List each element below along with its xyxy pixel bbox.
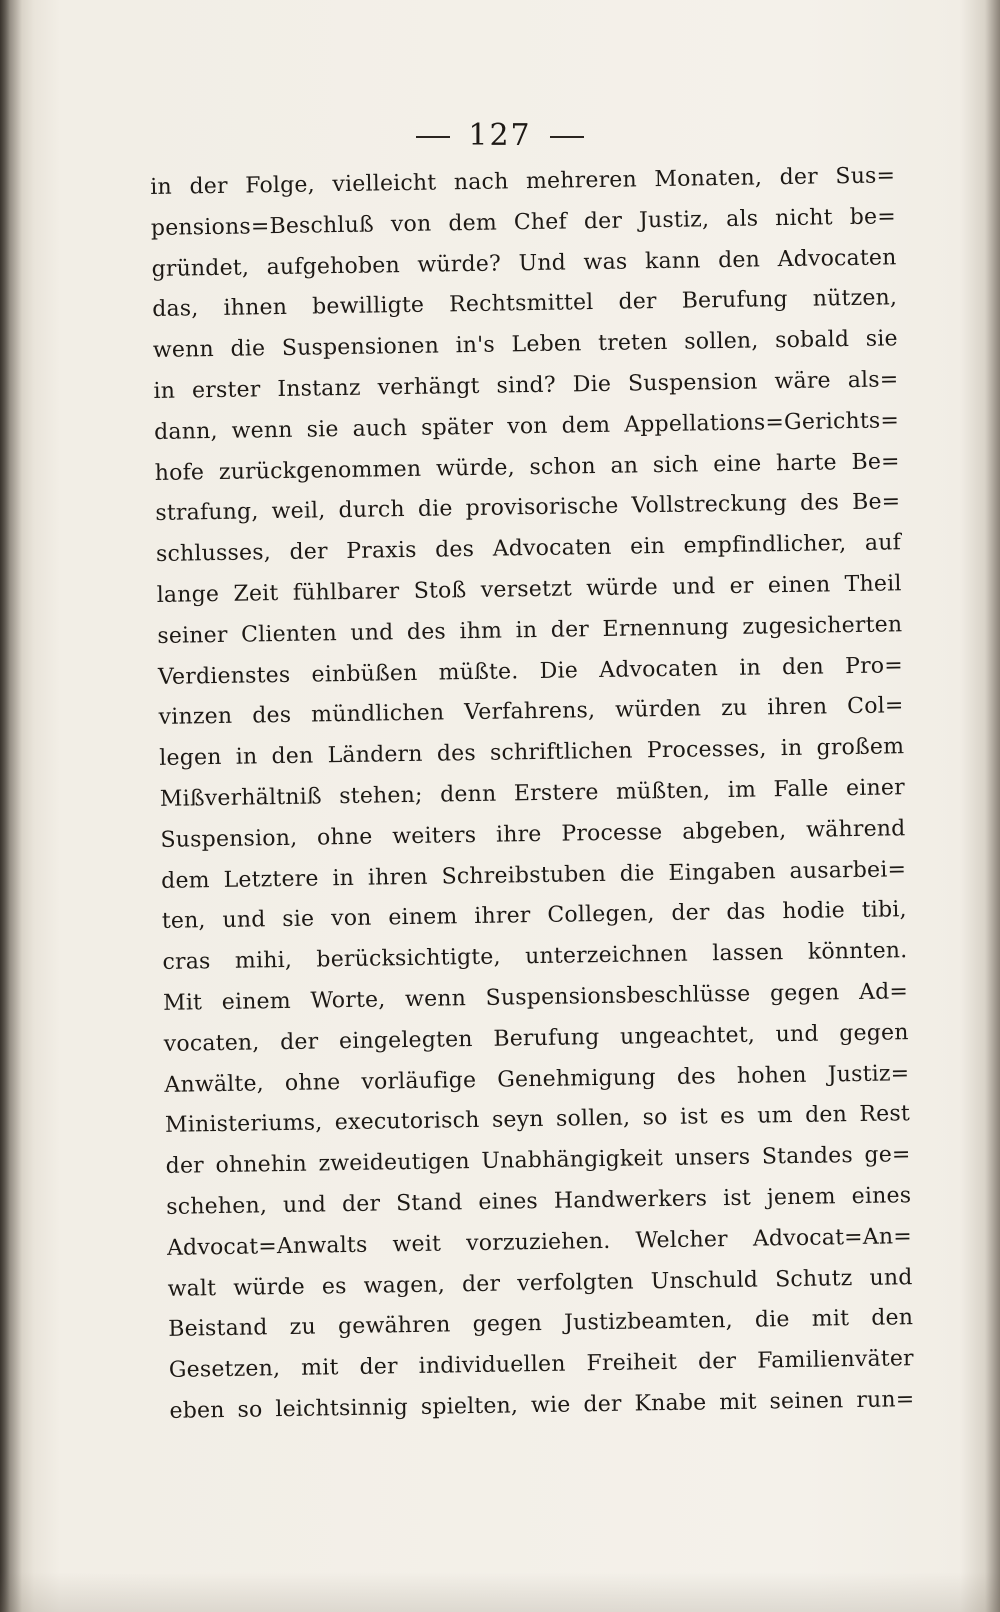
text-line: Suspension, ohne weiters ihre Processe abgeben, während — [160, 815, 906, 853]
text-line: vinzen des mündlichen Verfahrens, würden zu ihren Col= — [158, 693, 904, 731]
text-line: schlusses, der Praxis des Advocaten ein empfindlicher, auf — [155, 530, 902, 568]
text-line: Gesetzen, mit der individuellen Freiheit der Familienväter — [168, 1346, 914, 1383]
text-line: ten, und sie von einem ihrer Collegen, der das hodie tibi, — [161, 897, 907, 935]
body-text — [150, 156, 915, 1432]
text-line: pensions=Beschluß von dem Chef der Justiz, als nicht be= — [150, 204, 897, 241]
text-line: dem Letztere in ihren Schreibstuben die Eingaben ausarbei= — [161, 856, 907, 894]
text-line: walt würde es wagen, der verfolgten Unschuld Schutz und — [167, 1264, 913, 1302]
text-line: Verdienstes einbüßen müßte. Die Advocaten in den Pro= — [157, 652, 904, 690]
text-line: Ministeriums, executorisch seyn sollen, so ist es um den Rest — [164, 1101, 911, 1139]
text-line: wenn die Suspensionen in's Leben treten sollen, sobald sie — [152, 326, 898, 364]
text-line: in erster Instanz verhängt sind? Die Suspension wäre als= — [153, 367, 899, 404]
text-line: seiner Clienten und des ihm in der Ernennung zugesicherten — [157, 612, 903, 649]
page-number: 127 — [468, 118, 532, 153]
page-header — [0, 118, 1000, 153]
text-line: Anwälte, ohne vorläufige Genehmigung des hohen Justiz= — [164, 1060, 910, 1098]
text-line: hofe zurückgenommen würde, schon an sich eine harte Be= — [154, 448, 900, 486]
text-line: dann, wenn sie auch später von dem Appellations=Gerichts= — [153, 408, 900, 445]
text-line: Beistand zu gewähren gegen Justizbeamten, die mit den — [168, 1305, 914, 1343]
text-line: eben so leichtsinnig spielten, wie der Knabe mit seinen run= — [169, 1387, 915, 1424]
header-dash-right — [550, 136, 584, 138]
text-line: gründet, aufgehoben würde? Und was kann den Advocaten — [151, 244, 897, 282]
text-line: lange Zeit fühlbarer Stoß versetzt würde und er einen Theil — [156, 571, 902, 608]
text-line: vocaten, der eingelegten Berufung ungeachtet, und gegen — [163, 1019, 909, 1057]
text-line: strafung, weil, durch die provisorische Vollstreckung des Be= — [155, 489, 901, 527]
text-line: in der Folge, vielleicht nach mehreren Monaten, der Sus= — [150, 163, 896, 200]
binding-gutter-shadow — [0, 0, 22, 1612]
text-line: legen in den Ländern des schriftlichen Processes, in großem — [159, 734, 905, 772]
text-line: cras mihi, berücksichtigte, unterzeichnen lassen könnten. — [162, 938, 908, 976]
text-line: das, ihnen bewilligte Rechtsmittel der Berufung nützen, — [152, 285, 898, 323]
text-line: Mit einem Worte, wenn Suspensionsbeschlüsse gegen Ad= — [162, 979, 909, 1016]
page-bottom-shade — [0, 1572, 1000, 1612]
text-line: Mißverhältniß stehen; denn Erstere müßten, im Falle einer — [159, 775, 906, 812]
text-line: der ohnehin zweideutigen Unabhängigkeit unsers Standes ge= — [165, 1142, 911, 1180]
text-line: schehen, und der Stand eines Handwerkers ist jenem eines — [166, 1183, 912, 1220]
header-dash-left — [416, 136, 450, 138]
text-line: Advocat=Anwalts weit vorzuziehen. Welcher Advocat=An= — [166, 1223, 913, 1261]
